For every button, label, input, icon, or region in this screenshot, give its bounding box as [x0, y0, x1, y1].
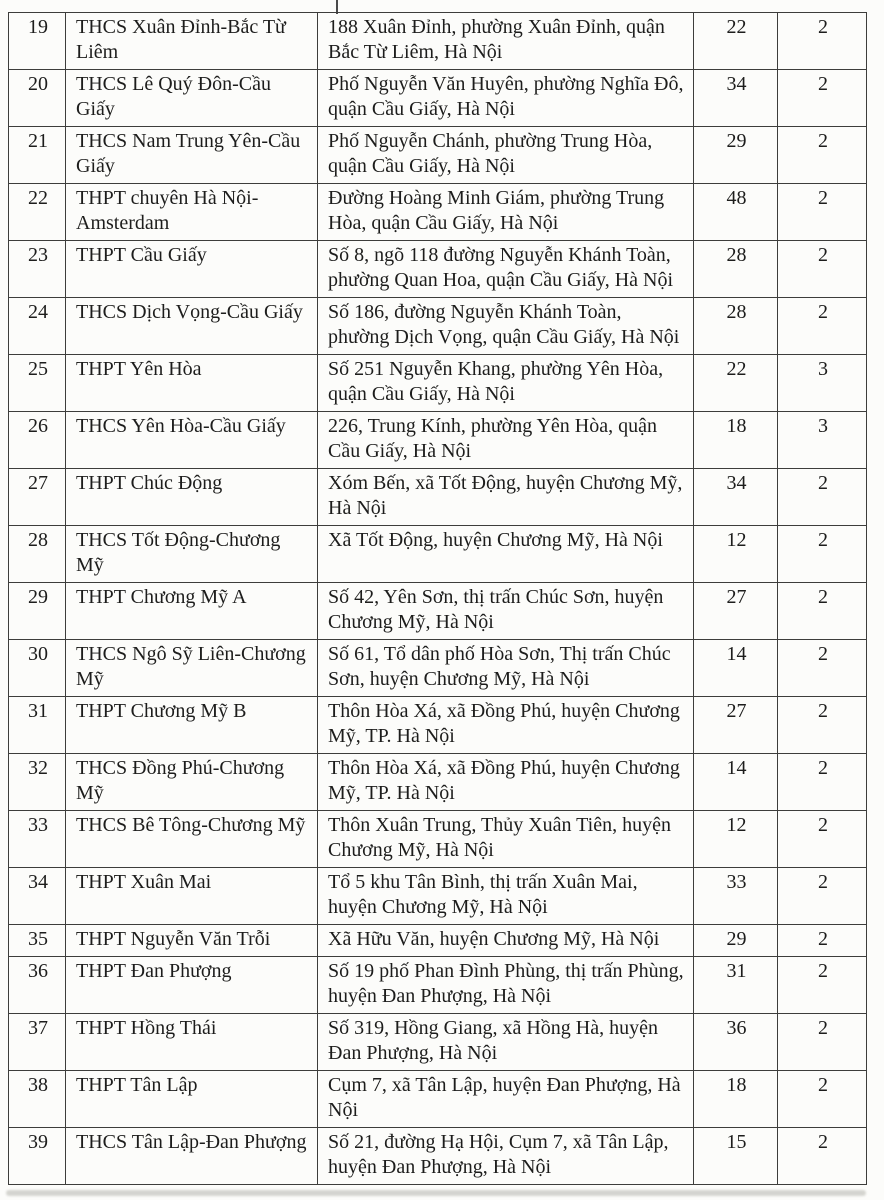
cell-address: Thôn Hòa Xá, xã Đồng Phú, huyện Chương Mỹ, TP. Hà Nội — [318, 754, 694, 811]
table-row — [9, 412, 867, 469]
table-row — [9, 1014, 867, 1071]
cell-count-secondary: 2 — [778, 241, 867, 298]
table-row — [9, 13, 867, 70]
cell-address: Xã Hữu Văn, huyện Chương Mỹ, Hà Nội — [318, 925, 694, 957]
cell-school-name: THPT Đan Phượng — [66, 957, 318, 1014]
table-row — [9, 70, 867, 127]
cell-count-secondary: 2 — [778, 70, 867, 127]
cell-row-number: 34 — [9, 868, 66, 925]
cell-count-primary: 34 — [694, 70, 778, 127]
cell-address: Xóm Bến, xã Tốt Động, huyện Chương Mỹ, Hà Nội — [318, 469, 694, 526]
cell-school-name: THCS Lê Quý Đôn-Cầu Giấy — [66, 70, 318, 127]
cell-count-primary: 28 — [694, 241, 778, 298]
table-row — [9, 754, 867, 811]
table-row — [9, 526, 867, 583]
cell-row-number: 20 — [9, 70, 66, 127]
cell-address: Số 8, ngõ 118 đường Nguyễn Khánh Toàn, phường Quan Hoa, quận Cầu Giấy, Hà Nội — [318, 241, 694, 298]
cell-count-primary: 22 — [694, 13, 778, 70]
cell-count-secondary: 2 — [778, 697, 867, 754]
cell-school-name: THCS Yên Hòa-Cầu Giấy — [66, 412, 318, 469]
cell-school-name: THPT Chương Mỹ A — [66, 583, 318, 640]
cell-count-secondary: 2 — [778, 811, 867, 868]
cell-school-name: THPT Chương Mỹ B — [66, 697, 318, 754]
cell-row-number: 33 — [9, 811, 66, 868]
cell-address: Số 21, đường Hạ Hội, Cụm 7, xã Tân Lập, huyện Đan Phượng, Hà Nội — [318, 1128, 694, 1185]
cell-count-primary: 34 — [694, 469, 778, 526]
cell-school-name: THCS Tân Lập-Đan Phượng — [66, 1128, 318, 1185]
table-row — [9, 184, 867, 241]
cell-row-number: 22 — [9, 184, 66, 241]
table-row — [9, 925, 867, 957]
cell-school-name: THPT Cầu Giấy — [66, 241, 318, 298]
cell-count-primary: 27 — [694, 583, 778, 640]
cell-row-number: 35 — [9, 925, 66, 957]
cell-count-primary: 14 — [694, 640, 778, 697]
cell-count-secondary: 2 — [778, 957, 867, 1014]
cell-count-secondary: 2 — [778, 583, 867, 640]
cell-count-primary: 48 — [694, 184, 778, 241]
cell-school-name: THCS Xuân Đỉnh-Bắc Từ Liêm — [66, 13, 318, 70]
cell-count-secondary: 2 — [778, 184, 867, 241]
cell-address: Tổ 5 khu Tân Bình, thị trấn Xuân Mai, huyện Chương Mỹ, Hà Nội — [318, 868, 694, 925]
table-row — [9, 583, 867, 640]
cell-count-secondary: 2 — [778, 13, 867, 70]
scan-artifact-line — [6, 1190, 866, 1196]
cell-count-primary: 12 — [694, 526, 778, 583]
cell-count-secondary: 2 — [778, 868, 867, 925]
school-table — [8, 12, 867, 1185]
cell-row-number: 23 — [9, 241, 66, 298]
table-row — [9, 1128, 867, 1185]
table-row — [9, 697, 867, 754]
cell-school-name: THCS Nam Trung Yên-Cầu Giấy — [66, 127, 318, 184]
table-row — [9, 868, 867, 925]
cell-row-number: 26 — [9, 412, 66, 469]
cell-address: Đường Hoàng Minh Giám, phường Trung Hòa, quận Cầu Giấy, Hà Nội — [318, 184, 694, 241]
cell-school-name: THPT Chúc Động — [66, 469, 318, 526]
cell-address: Số 319, Hồng Giang, xã Hồng Hà, huyện Đan Phượng, Hà Nội — [318, 1014, 694, 1071]
cell-school-name: THCS Bê Tông-Chương Mỹ — [66, 811, 318, 868]
cell-count-primary: 22 — [694, 355, 778, 412]
cell-row-number: 27 — [9, 469, 66, 526]
cell-count-primary: 18 — [694, 1071, 778, 1128]
cell-count-primary: 33 — [694, 868, 778, 925]
cell-count-secondary: 2 — [778, 526, 867, 583]
cell-count-primary: 12 — [694, 811, 778, 868]
cell-address: Số 186, đường Nguyễn Khánh Toàn, phường Dịch Vọng, quận Cầu Giấy, Hà Nội — [318, 298, 694, 355]
cell-count-primary: 14 — [694, 754, 778, 811]
cell-row-number: 36 — [9, 957, 66, 1014]
cell-row-number: 30 — [9, 640, 66, 697]
cell-school-name: THPT Xuân Mai — [66, 868, 318, 925]
cell-school-name: THCS Đồng Phú-Chương Mỹ — [66, 754, 318, 811]
table-row — [9, 469, 867, 526]
cell-school-name: THCS Dịch Vọng-Cầu Giấy — [66, 298, 318, 355]
cell-school-name: THCS Tốt Động-Chương Mỹ — [66, 526, 318, 583]
cell-school-name: THPT chuyên Hà Nội-Amsterdam — [66, 184, 318, 241]
cell-school-name: THPT Hồng Thái — [66, 1014, 318, 1071]
table-row — [9, 355, 867, 412]
cell-count-secondary: 2 — [778, 1014, 867, 1071]
cell-count-primary: 31 — [694, 957, 778, 1014]
cell-address: Xã Tốt Động, huyện Chương Mỹ, Hà Nội — [318, 526, 694, 583]
cell-row-number: 28 — [9, 526, 66, 583]
table-row — [9, 241, 867, 298]
school-table-body — [9, 13, 867, 1185]
cell-address: Phố Nguyễn Chánh, phường Trung Hòa, quận Cầu Giấy, Hà Nội — [318, 127, 694, 184]
cell-row-number: 25 — [9, 355, 66, 412]
cell-address: 188 Xuân Đỉnh, phường Xuân Đỉnh, quận Bắc Từ Liêm, Hà Nội — [318, 13, 694, 70]
table-row — [9, 298, 867, 355]
cell-row-number: 21 — [9, 127, 66, 184]
cell-address: Cụm 7, xã Tân Lập, huyện Đan Phượng, Hà Nội — [318, 1071, 694, 1128]
cell-count-secondary: 2 — [778, 469, 867, 526]
cell-count-secondary: 2 — [778, 640, 867, 697]
table-row — [9, 640, 867, 697]
cell-address: Thôn Xuân Trung, Thủy Xuân Tiên, huyện Chương Mỹ, Hà Nội — [318, 811, 694, 868]
cell-row-number: 37 — [9, 1014, 66, 1071]
table-row — [9, 1071, 867, 1128]
cell-address: Số 251 Nguyễn Khang, phường Yên Hòa, quận Cầu Giấy, Hà Nội — [318, 355, 694, 412]
cell-address: Số 61, Tổ dân phố Hòa Sơn, Thị trấn Chúc Sơn, huyện Chương Mỹ, Hà Nội — [318, 640, 694, 697]
table-row — [9, 811, 867, 868]
cell-count-secondary: 2 — [778, 1128, 867, 1185]
cell-address: Phố Nguyễn Văn Huyên, phường Nghĩa Đô, quận Cầu Giấy, Hà Nội — [318, 70, 694, 127]
cell-row-number: 31 — [9, 697, 66, 754]
cell-count-secondary: 2 — [778, 1071, 867, 1128]
table-row — [9, 127, 867, 184]
cell-count-primary: 18 — [694, 412, 778, 469]
cell-row-number: 38 — [9, 1071, 66, 1128]
cell-address: Số 42, Yên Sơn, thị trấn Chúc Sơn, huyện Chương Mỹ, Hà Nội — [318, 583, 694, 640]
cell-count-secondary: 2 — [778, 298, 867, 355]
cell-school-name: THPT Nguyễn Văn Trỗi — [66, 925, 318, 957]
cell-count-primary: 29 — [694, 925, 778, 957]
cell-count-primary: 27 — [694, 697, 778, 754]
cell-count-secondary: 2 — [778, 754, 867, 811]
cell-count-secondary: 3 — [778, 355, 867, 412]
cell-school-name: THCS Ngô Sỹ Liên-Chương Mỹ — [66, 640, 318, 697]
cell-count-secondary: 2 — [778, 925, 867, 957]
cell-count-primary: 15 — [694, 1128, 778, 1185]
cell-row-number: 39 — [9, 1128, 66, 1185]
cell-school-name: THPT Tân Lập — [66, 1071, 318, 1128]
cell-count-primary: 28 — [694, 298, 778, 355]
cell-row-number: 32 — [9, 754, 66, 811]
cell-count-primary: 36 — [694, 1014, 778, 1071]
cell-count-primary: 29 — [694, 127, 778, 184]
table-row — [9, 957, 867, 1014]
cell-row-number: 19 — [9, 13, 66, 70]
cell-address: Thôn Hòa Xá, xã Đồng Phú, huyện Chương Mỹ, TP. Hà Nội — [318, 697, 694, 754]
cell-address: 226, Trung Kính, phường Yên Hòa, quận Cầu Giấy, Hà Nội — [318, 412, 694, 469]
cell-row-number: 29 — [9, 583, 66, 640]
cell-count-secondary: 2 — [778, 127, 867, 184]
cell-count-secondary: 3 — [778, 412, 867, 469]
cell-row-number: 24 — [9, 298, 66, 355]
cell-address: Số 19 phố Phan Đình Phùng, thị trấn Phùng, huyện Đan Phượng, Hà Nội — [318, 957, 694, 1014]
cell-school-name: THPT Yên Hòa — [66, 355, 318, 412]
